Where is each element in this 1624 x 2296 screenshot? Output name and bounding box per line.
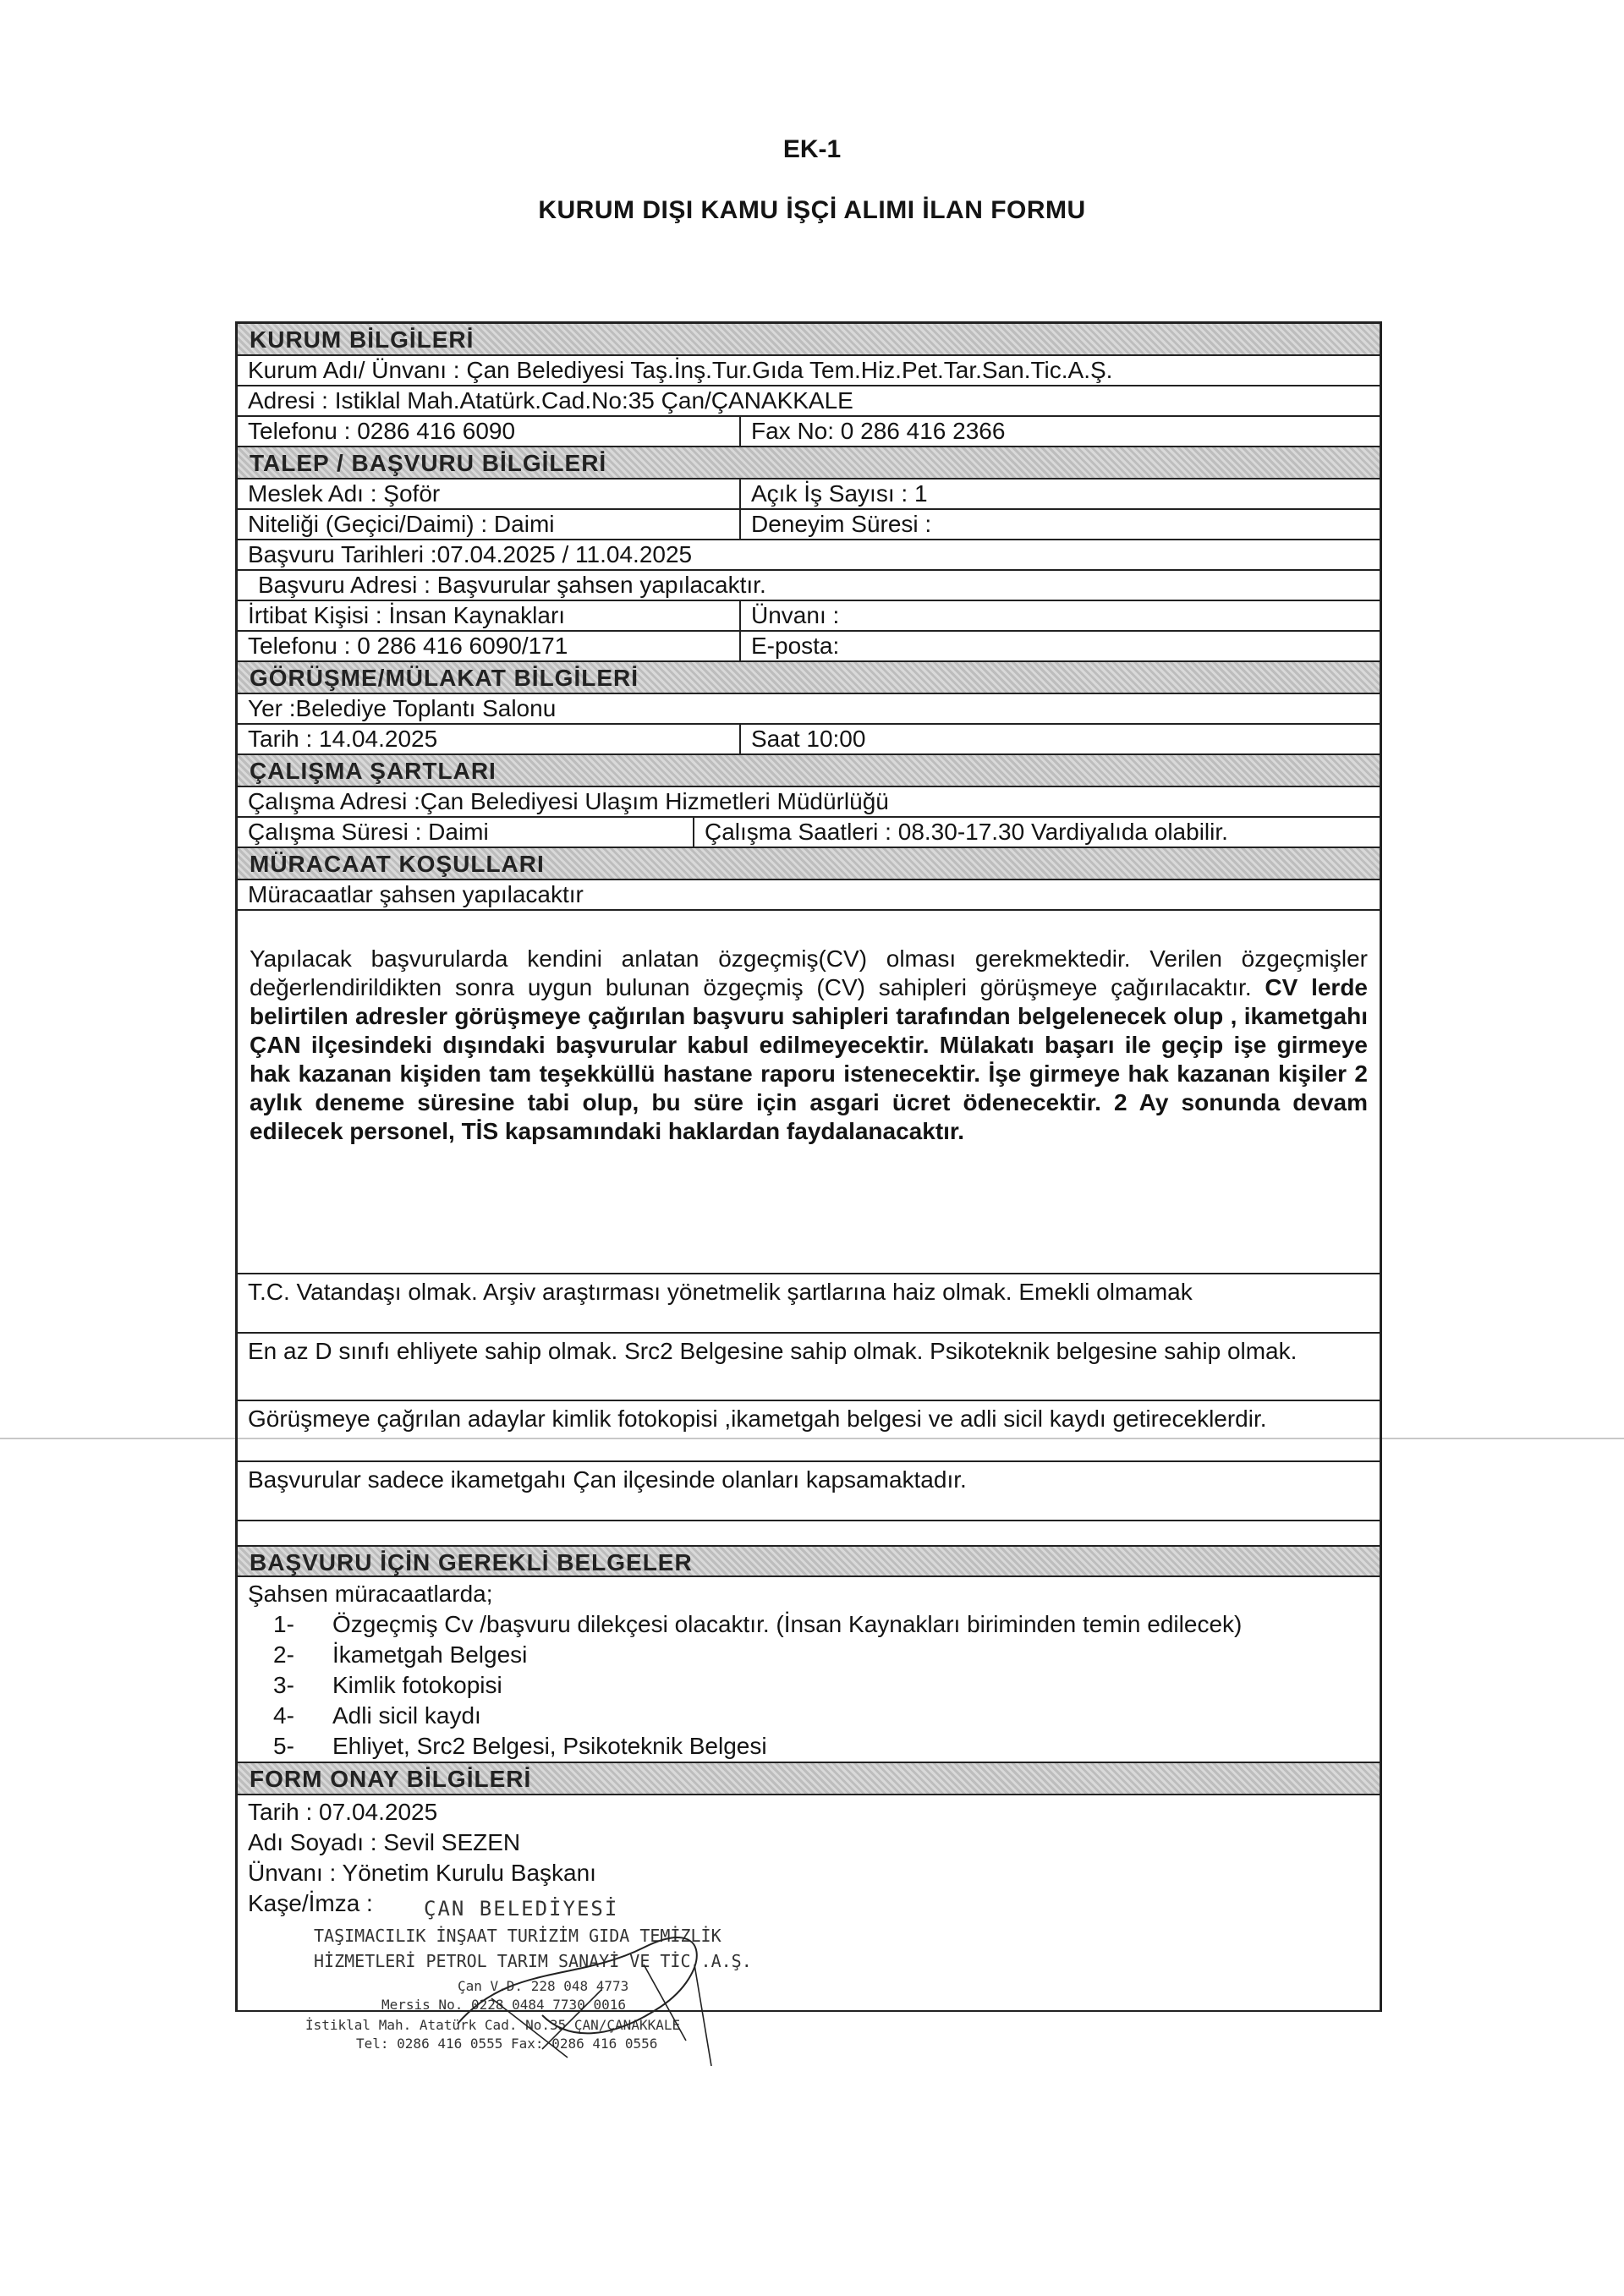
section-heading-calisma: ÇALIŞMA ŞARTLARI [238,755,1380,787]
work-address: Çalışma Adresi :Çan Belediyesi Ulaşım Hizmetleri Müdürlüğü [248,788,889,814]
application-dates: Başvuru Tarihleri :07.04.2025 / 11.04.2025 [248,541,693,567]
occupation: Meslek Adı : Şoför [238,479,741,508]
contact-title: Ünvanı : [751,602,840,628]
conditions-text-normal: Yapılacak başvurularda kendini anlatan özgeçmiş(CV) olması gerekmektedir. Verilen özgeçmişler değerlendirildikten sonra uygun bulunan özgeçmiş (CV) sahipleri görüşmeye çağırılacaktır. [250,945,1368,1000]
belgeler-list-row [238,1577,1380,1763]
gorusme-place-row [238,694,1380,725]
section-heading-kurum: KURUM BİLGİLERİ [238,324,1380,356]
kurum-contact-row [238,417,1380,447]
kurum-address: Adresi : Istiklal Mah.Atatürk.Cad.No:35 Çan/ÇANAKKALE [248,387,853,414]
approval-date: Tarih : 07.04.2025 [248,1799,438,1825]
application-method: Müracaatlar şahsen yapılacaktır [248,881,584,907]
kurum-name: Kurum Adı/ Ünvanı : Çan Belediyesi Taş.İnş.Tur.Gıda Tem.Hiz.Pet.Tar.San.Tic.A.Ş. [248,357,1113,383]
approval-block [238,1795,1380,2052]
announcement-form [235,321,1382,2052]
stamp-line-3: HİZMETLERİ PETROL TARIM SANAYİ VE TİC .A.Ş. [314,1951,752,1971]
calisma-terms-row [238,818,1380,848]
interview-place: Yer :Belediye Toplantı Salonu [248,695,557,721]
contact-email: E-posta: [751,633,840,659]
stamp-label: Kaşe/İmza : [248,1890,373,1916]
kurum-name-row [238,356,1380,386]
approver-name: Adı Soyadı : Sevil SEZEN [248,1829,521,1855]
condition-row-1 [238,1274,1380,1334]
stamp-line-1: ÇAN BELEDİYESİ [424,1897,619,1921]
work-hours: Çalışma Saatleri : 08.30-17.30 Vardiyalıda olabilir. [705,819,1228,845]
talep-row-2 [238,510,1380,540]
interview-date: Tarih : 14.04.2025 [238,725,741,753]
contact-phone: Telefonu : 0 286 416 6090/171 [238,632,741,660]
page-title: KURUM DIŞI KAMU İŞÇİ ALIMI İLAN FORMU [538,196,1086,224]
signature-scribble [288,1914,813,2083]
annex-label: EK-1 [782,135,842,163]
gorusme-datetime-row [238,725,1380,755]
kurum-address-row [238,386,1380,417]
calisma-address-row [238,787,1380,818]
talep-row-1 [238,479,1380,510]
stamp-line-4: Çan V.D. 228 048 4773 [458,1978,629,1994]
talep-contact-row [238,601,1380,632]
stamp-line-6: İstiklal Mah. Atatürk Cad. No.35 ÇAN/ÇANAKKALE [305,2017,681,2033]
condition-row-2 [238,1334,1380,1401]
talep-dates-row [238,540,1380,571]
condition-row-4 [238,1462,1380,1521]
kurum-phone: Telefonu : 0286 416 6090 [238,417,741,446]
condition-documents: Görüşmeye çağrılan adaylar kimlik fotokopisi ,ikametgah belgesi ve adli sicil kaydı getireceklerdir. [248,1406,1267,1432]
document-item: 4- Adli sicil kaydı [273,1702,481,1729]
conditions-paragraph [238,911,1380,1154]
onay-row [238,1795,1380,2052]
talep-phone-row [238,632,1380,662]
documents-list [248,1609,1369,1762]
condition-row-3 [238,1401,1380,1462]
open-positions: Açık İş Sayısı : 1 [751,480,928,507]
section-heading-gorusme: GÖRÜŞME/MÜLAKAT BİLGİLERİ [238,662,1380,694]
section-heading-belgeler: BAŞVURU İÇİN GEREKLİ BELGELER [238,1545,1380,1577]
document-item: 5- Ehliyet, Src2 Belgesi, Psikoteknik Belgesi [273,1733,767,1759]
documents-intro: Şahsen müracaatlarda; [248,1581,493,1607]
stamp-line-7: Tel: 0286 416 0555 Fax: 0286 416 0556 [356,2036,658,2052]
muracaat-paragraph-row [238,911,1380,1274]
section-heading-onay: FORM ONAY BİLGİLERİ [238,1763,1380,1795]
required-documents [238,1577,1380,1762]
application-address: Başvuru Adresi : Başvurular şahsen yapılacaktır. [258,572,766,598]
conditions-text-bold: CV lerde belirtilen adresler görüşmeye çağırılan başvuru sahipleri tarafından belgelenecek olup , ikametgahı ÇAN ilçesindeki dışındaki başvurular kabul edilmeyecektir. Mülakatı başarı ile geçip işe girmeye hak kazanan kişiden tam teşekküllü hastane raporu istenecektir. İşe girmeye hak kazanan kişiler 2 aylık deneme süresine tabi olup, bu süre için asgari ücret ödenecektir. 2 Ay sonunda devam edilecek personel, TİS kapsamındaki haklardan faydalanacaktır. [250,974,1369,1144]
approver-title: Ünvanı : Yönetim Kurulu Başkanı [248,1860,596,1886]
document-item: 2- İkametgah Belgesi [273,1641,528,1668]
company-stamp [288,1897,813,2134]
contact-person: İrtibat Kişisi : İnsan Kaynakları [238,601,741,630]
experience: Deneyim Süresi : [751,511,932,537]
stamp-line-2: TAŞIMACILIK İNŞAAT TURİZİM GIDA TEMİZLİK [314,1926,721,1946]
section-heading-muracaat: MÜRACAAT KOŞULLARI [238,848,1380,880]
condition-residence: Başvurular sadece ikametgahı Çan ilçesinde olanları kapsamaktadır. [248,1466,967,1493]
work-duration: Çalışma Süresi : Daimi [238,818,694,847]
talep-address-row [238,571,1380,601]
condition-citizenship: T.C. Vatandaşı olmak. Arşiv araştırması yönetmelik şartlarına haiz olmak. Emekli olmamak [248,1279,1193,1305]
document-item: 3- Kimlik fotokopisi [273,1672,502,1698]
position-nature: Niteliği (Geçici/Daimi) : Daimi [238,510,741,539]
section-heading-talep: TALEP / BAŞVURU BİLGİLERİ [238,447,1380,479]
interview-time: Saat 10:00 [751,726,866,752]
muracaat-line-row [238,880,1380,911]
stamp-line-5: Mersis No. 0228 0484 7730 0016 [381,1997,626,2013]
condition-license: En az D sınıfı ehliyete sahip olmak. Src2 Belgesine sahip olmak. Psikoteknik belgesine sahip olmak. [248,1338,1298,1364]
kurum-fax: Fax No: 0 286 416 2366 [751,418,1006,444]
document-item: 1- Özgeçmiş Cv /başvuru dilekçesi olacaktır. (İnsan Kaynakları biriminden temin edilecek) [273,1611,1243,1637]
